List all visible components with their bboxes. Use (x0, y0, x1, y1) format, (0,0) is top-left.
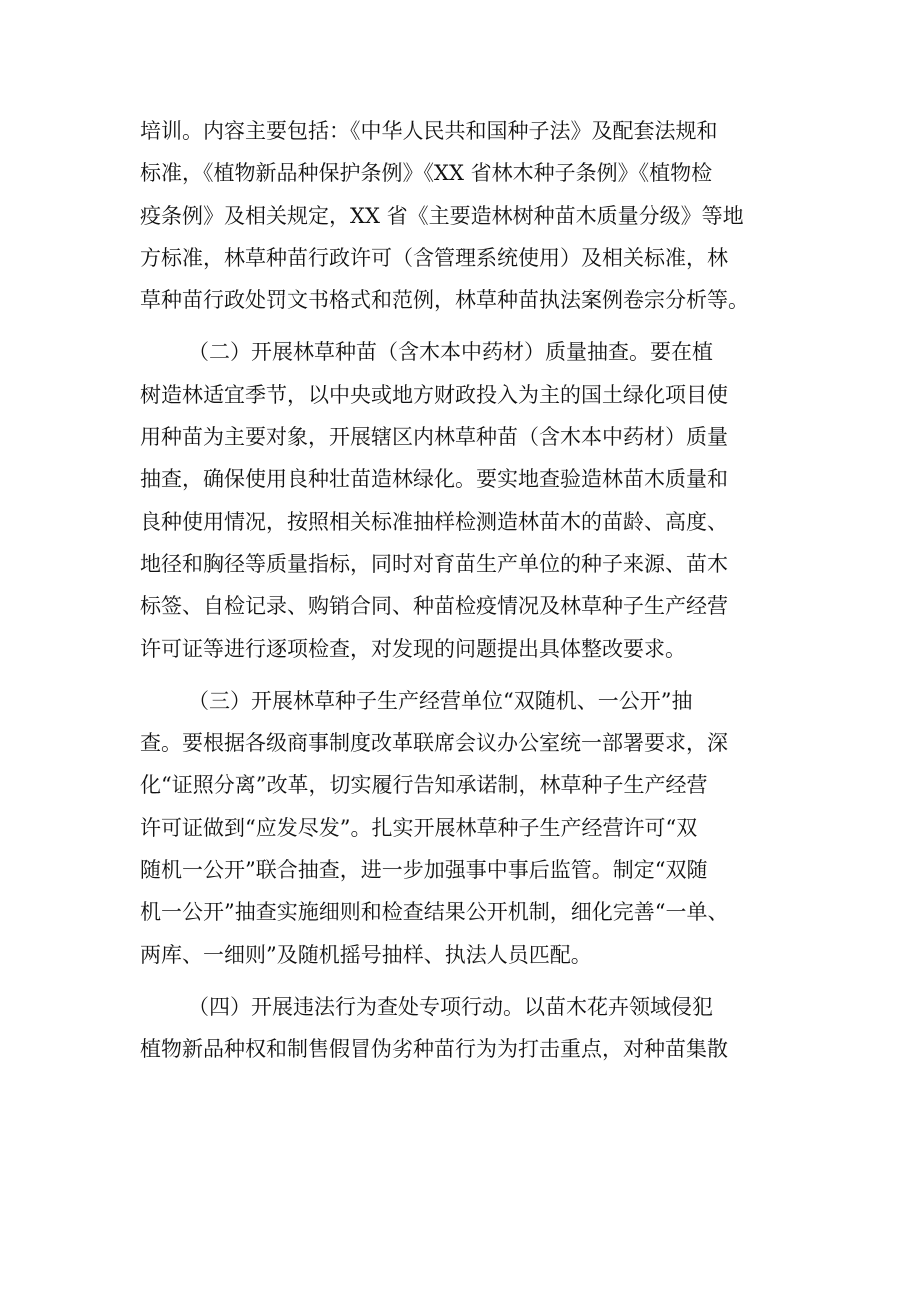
text-line: 地径和胸径等质量指标，同时对育苗生产单位的种子来源、苗木 (140, 551, 728, 576)
text-line: 草种苗行政处罚文书格式和范例，林草种苗执法案例卷宗分析等。 (140, 288, 749, 313)
text-line: 植物新品种权和制售假冒伪劣种苗行为为打击重点，对种苗集散 (140, 1037, 728, 1062)
paragraph-3 (140, 680, 795, 976)
text-line: 随机一公开”联合抽查，进一步加强事中事后监管。制定“双随 (140, 858, 708, 883)
paragraph-2 (140, 331, 795, 669)
text-line: 用种苗为主要对象，开展辖区内林草种苗（含木本中药材）质量 (140, 425, 728, 450)
text-line: 培训。内容主要包括：《中华人民共和国种子法》及配套法规和 (140, 119, 718, 143)
text-line: 许可证等进行逐项检查，对发现的问题提出具体整改要求。 (140, 636, 686, 661)
text-line: 标准，《植物新品种保护条例》《XX 省林木种子条例》《植物检 (140, 161, 713, 186)
text-line: （三）开展林草种子生产经营单位“双随机、一公开”抽 (188, 688, 693, 713)
document-page (140, 110, 795, 1081)
text-line: （四）开展违法行为查处专项行动。以苗木花卉领域侵犯 (188, 994, 713, 1019)
text-line: 方标准，林草种苗行政许可（含管理系统使用）及相关标准，林 (140, 245, 728, 270)
paragraph-1 (140, 110, 795, 321)
text-line: （二）开展林草种苗（含木本中药材）质量抽查。要在植 (188, 340, 713, 365)
text-line: 许可证做到“应发尽发”。扎实开展林草种子生产经营许可“双 (140, 815, 698, 840)
text-line: 树造林适宜季节，以中央或地方财政投入为主的国土绿化项目使 (140, 382, 728, 407)
text-line: 化“证照分离”改革，切实履行告知承诺制，林草种子生产经营 (140, 773, 708, 798)
text-line: 两库、一细则”及随机摇号抽样、执法人员匹配。 (140, 942, 592, 967)
text-line: 查。要根据各级商事制度改革联席会议办公室统一部署要求，深 (140, 731, 728, 756)
text-line: 抽查，确保使用良种壮苗造林绿化。要实地查验造林苗木质量和 (140, 467, 728, 492)
paragraph-4 (140, 986, 795, 1071)
text-line: 良种使用情况，按照相关标准抽样检测造林苗木的苗龄、高度、 (140, 509, 728, 534)
text-line: 标签、自检记录、购销合同、种苗检疫情况及林草种子生产经营 (140, 594, 728, 619)
text-line: 机一公开”抽查实施细则和检查结果公开机制，细化完善“一单、 (140, 900, 729, 925)
text-line: 疫条例》及相关规定，XX 省《主要造林树种苗木质量分级》等地 (140, 203, 744, 228)
